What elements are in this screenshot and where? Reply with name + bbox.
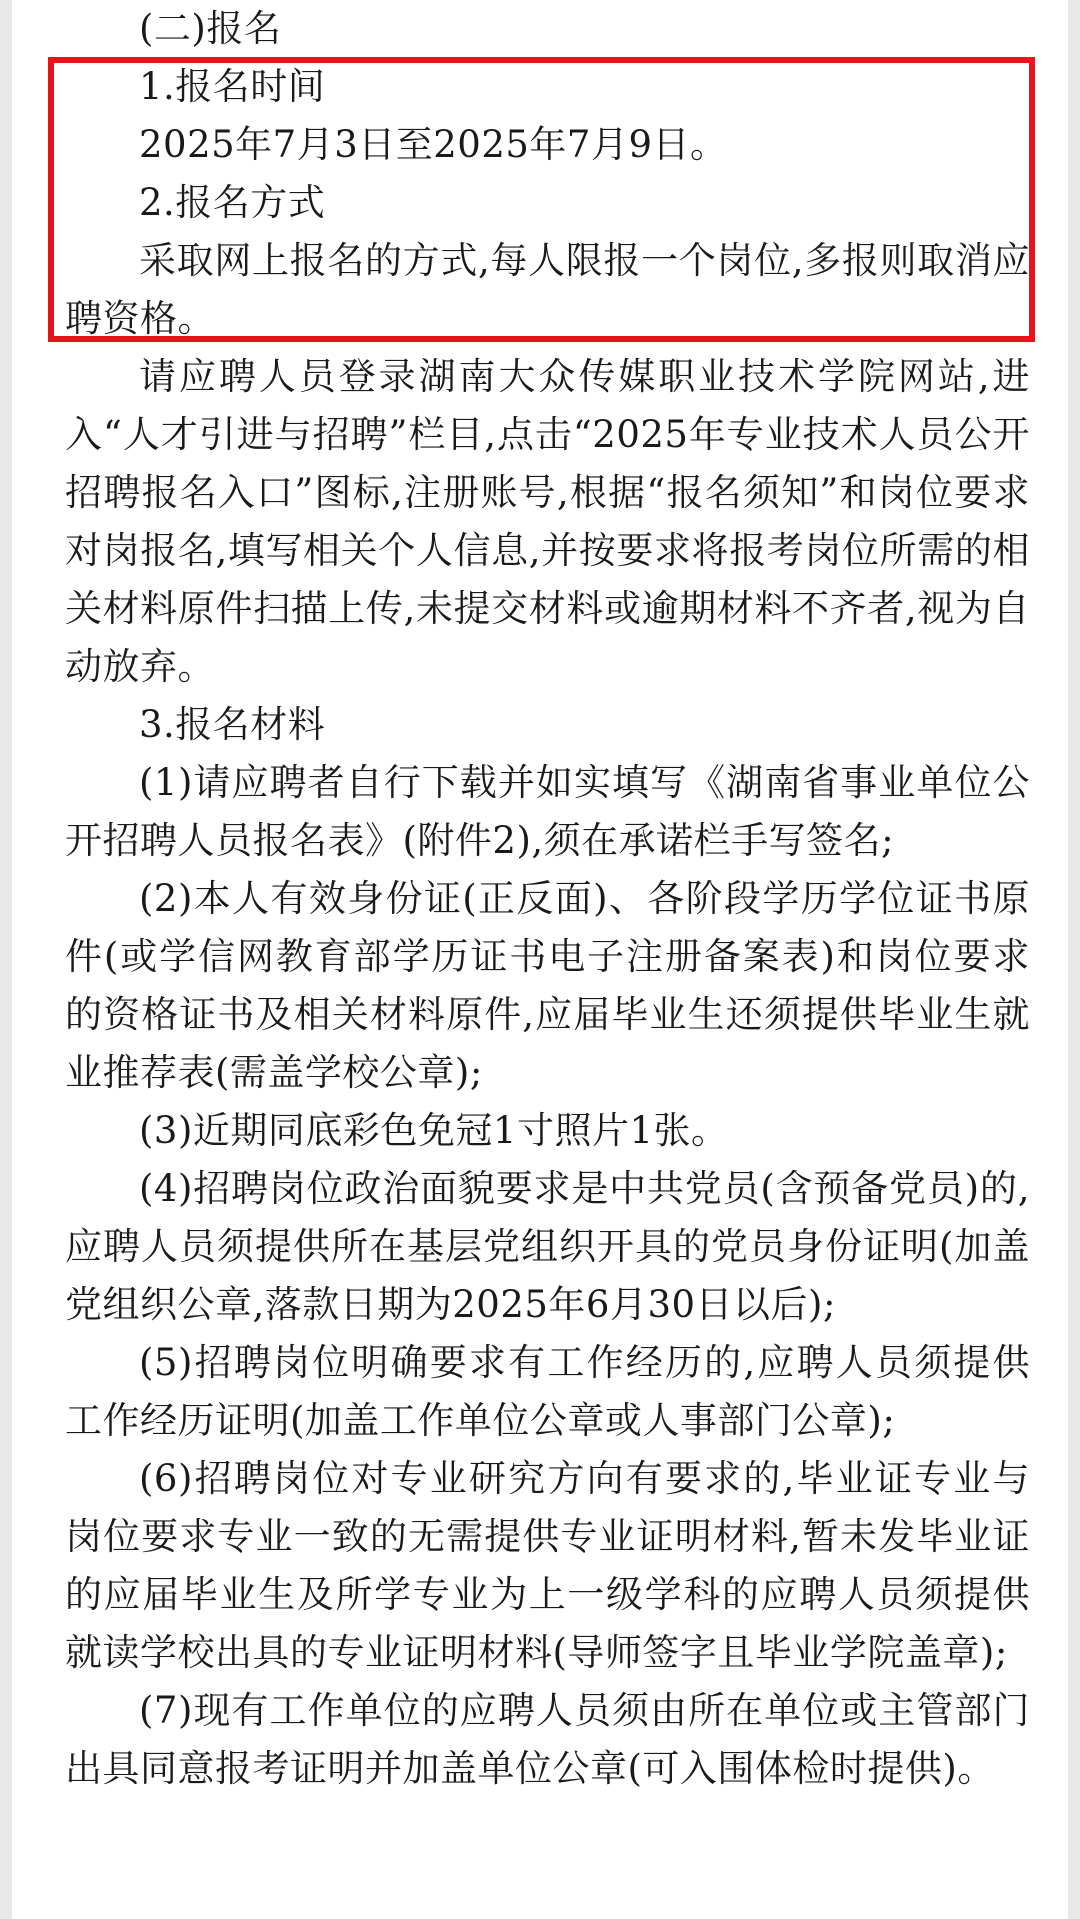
material-item-7: (7)现有工作单位的应聘人员须由所在单位或主管部门出具同意报考证明并加盖单位公章(可入围体检时提供)。 — [65, 1689, 1030, 1790]
registration-time-text: 2025年7月3日至2025年7月9日。 — [139, 123, 728, 166]
material-item-2: (2)本人有效身份证(正反面)、各阶段学历学位证书原件(或学信网教育部学历证书电子注册备案表)和岗位要求的资格证书及相关材料原件,应届毕业生还须提供毕业生就业推荐表(需盖学校公章); — [65, 877, 1030, 1094]
material-item-5: (5)招聘岗位明确要求有工作经历的,应聘人员须提供工作经历证明(加盖工作单位公章或人事部门公章); — [65, 1341, 1030, 1442]
material-item-6: (6)招聘岗位对专业研究方向有要求的,毕业证专业与岗位要求专业一致的无需提供专业证明材料,暂未发毕业证的应届毕业生及所学专业为上一级学科的应聘人员须提供就读学校出具的专业证明材料(导师签字且毕业学院盖章); — [65, 1457, 1030, 1674]
material-item-4: (4)招聘岗位政治面貌要求是中共党员(含预备党员)的,应聘人员须提供所在基层党组织开具的党员身份证明(加盖党组织公章,落款日期为2025年6月30日以后); — [65, 1167, 1030, 1326]
document-content — [65, 0, 1030, 1798]
material-item-1: (1)请应聘者自行下载并如实填写《湖南省事业单位公开招聘人员报名表》(附件2),须在承诺栏手写签名; — [65, 761, 1030, 862]
registration-materials-heading: 3.报名材料 — [139, 703, 326, 746]
material-item-3: (3)近期同底彩色免冠1寸照片1张。 — [139, 1109, 729, 1152]
section-heading: (二)报名 — [139, 7, 282, 50]
registration-method-text: 采取网上报名的方式,每人限报一个岗位,多报则取消应聘资格。 — [65, 239, 1030, 340]
registration-time-heading: 1.报名时间 — [139, 65, 326, 108]
registration-method-heading: 2.报名方式 — [139, 181, 326, 224]
document-page — [12, 0, 1068, 1919]
registration-method-detail: 请应聘人员登录湖南大众传媒职业技术学院网站,进入“人才引进与招聘”栏目,点击“2025年专业技术人员公开招聘报名入口”图标,注册账号,根据“报名须知”和岗位要求对岗报名,填写相关个人信息,并按要求将报考岗位所需的相关材料原件扫描上传,未提交材料或逾期材料不齐者,视为自动放弃。 — [65, 355, 1030, 688]
